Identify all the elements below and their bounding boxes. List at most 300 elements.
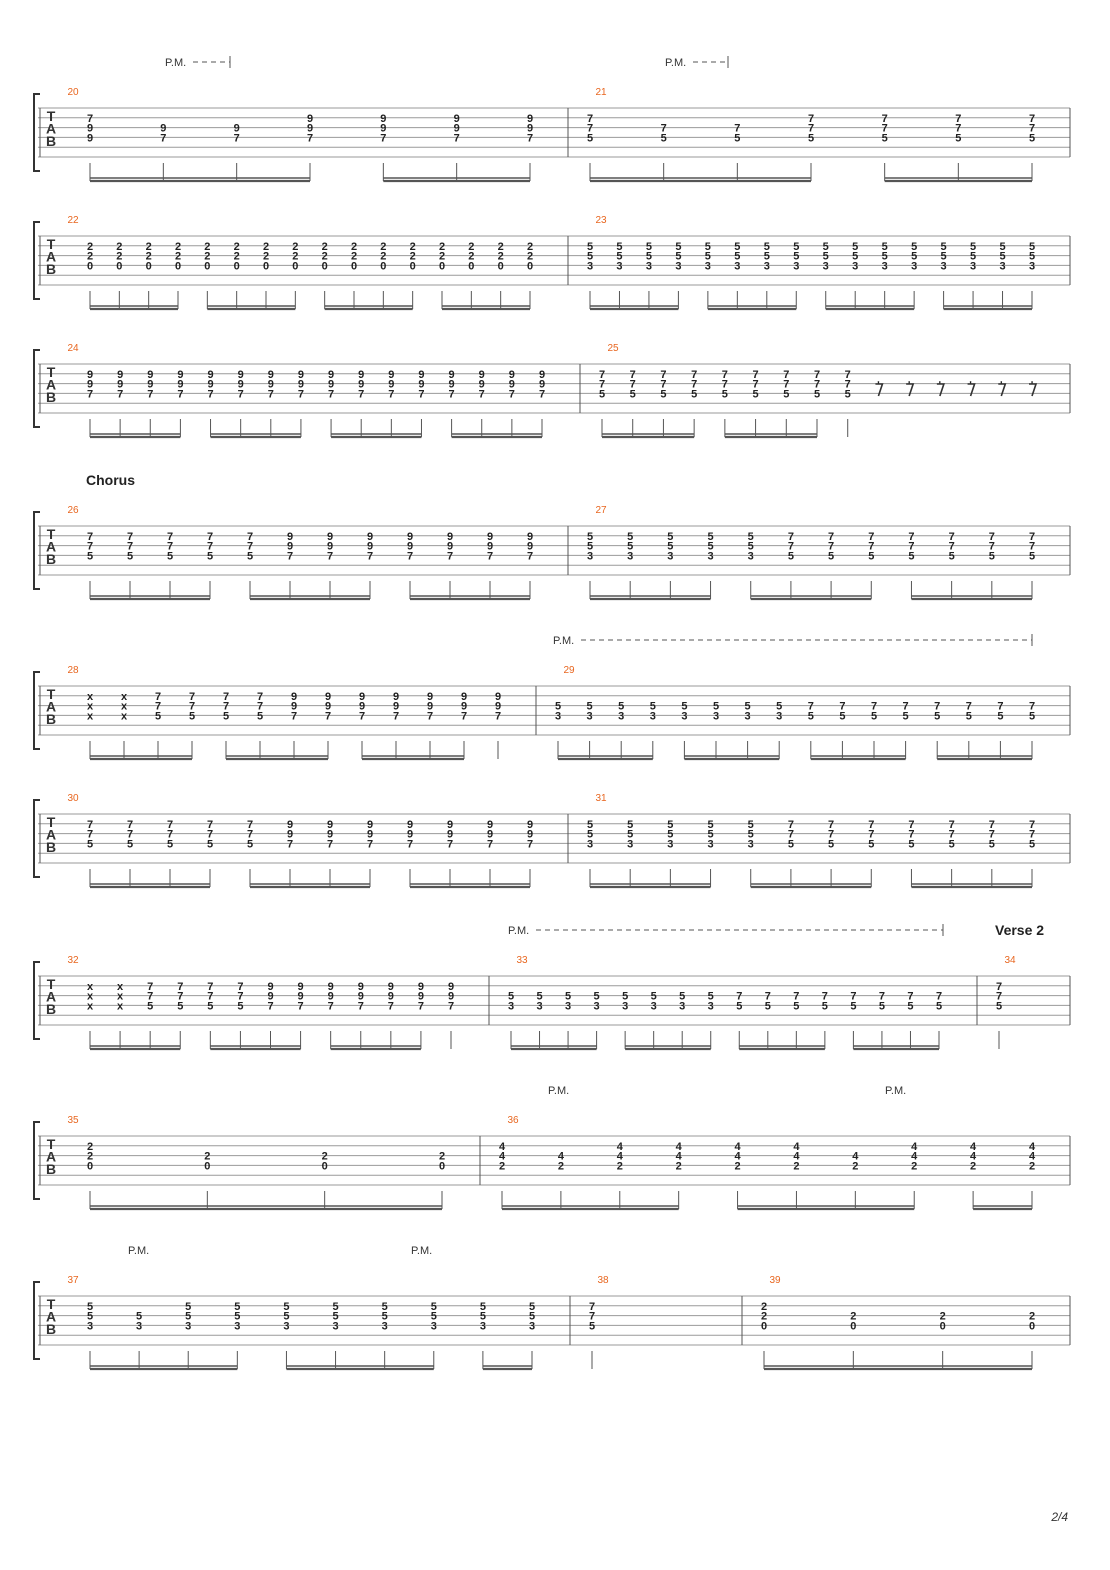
rest-mark: ʹ bbox=[907, 380, 911, 392]
clef-letter: B bbox=[45, 133, 57, 149]
fret-number: 5 bbox=[381, 1300, 388, 1313]
clef-letter: B bbox=[45, 711, 57, 727]
fret-number: 7 bbox=[358, 710, 366, 723]
fret-number: 5 bbox=[1028, 838, 1036, 851]
fret-number: 4 bbox=[970, 1140, 977, 1153]
fret-number: 5 bbox=[712, 700, 720, 713]
fret-number: 2 bbox=[734, 1160, 741, 1173]
fret-number: 3 bbox=[554, 710, 562, 723]
fret-number: 9 bbox=[286, 818, 294, 831]
fret-number: 5 bbox=[185, 1310, 192, 1323]
fret-number: 9 bbox=[327, 980, 334, 993]
bar-number: 30 bbox=[67, 793, 79, 804]
fret-number: 5 bbox=[283, 1300, 290, 1313]
fret-number: 9 bbox=[327, 990, 334, 1003]
fret-number: 9 bbox=[392, 700, 400, 713]
fret-number: 5 bbox=[627, 818, 634, 831]
fret-number: 5 bbox=[206, 550, 214, 563]
fret-number: 7 bbox=[357, 1000, 364, 1013]
bar-number: 25 bbox=[607, 343, 619, 354]
fret-number: 7 bbox=[1028, 828, 1036, 841]
fret-number: 2 bbox=[204, 1150, 211, 1163]
fret-number: 9 bbox=[453, 122, 460, 135]
fret-number: 3 bbox=[707, 550, 714, 563]
fret-number: 9 bbox=[117, 368, 124, 381]
system-brace bbox=[34, 1122, 40, 1199]
fret-number: 2 bbox=[675, 1160, 682, 1173]
fret-number: 3 bbox=[704, 260, 711, 273]
bar-number: 20 bbox=[67, 87, 79, 98]
fret-number: 7 bbox=[388, 388, 395, 401]
fret-number: 7 bbox=[86, 388, 94, 401]
fret-number: 9 bbox=[207, 368, 214, 381]
fret-number: 9 bbox=[328, 378, 335, 391]
fret-number: 7 bbox=[844, 368, 851, 381]
fret-number: 7 bbox=[948, 540, 955, 553]
fret-number: 3 bbox=[622, 1000, 629, 1013]
fret-number: x bbox=[86, 980, 94, 993]
fret-number: 3 bbox=[734, 260, 741, 273]
fret-number: 9 bbox=[366, 818, 374, 831]
fret-number: 0 bbox=[1028, 1320, 1036, 1333]
fret-number: 2 bbox=[1028, 1310, 1036, 1323]
fret-number: 9 bbox=[324, 690, 332, 703]
fret-number: 7 bbox=[828, 540, 835, 553]
fret-number: 5 bbox=[839, 710, 846, 723]
fret-number: 7 bbox=[828, 828, 835, 841]
fret-number: 4 bbox=[911, 1140, 918, 1153]
fret-number: 7 bbox=[868, 530, 875, 543]
fret-number: 4 bbox=[911, 1150, 918, 1163]
fret-number: 9 bbox=[297, 378, 304, 391]
fret-number: 5 bbox=[734, 250, 741, 263]
fret-number: 7 bbox=[147, 990, 154, 1003]
fret-number: 9 bbox=[267, 368, 274, 381]
fret-number: 2 bbox=[321, 1150, 328, 1163]
fret-number: 9 bbox=[326, 818, 334, 831]
palm-mute-label: P.M. bbox=[548, 1085, 570, 1097]
fret-number: 7 bbox=[366, 838, 374, 851]
rest-mark: ʹ bbox=[877, 380, 880, 392]
fret-number: 3 bbox=[667, 838, 674, 851]
fret-number: 9 bbox=[538, 378, 546, 391]
fret-number: 5 bbox=[627, 540, 634, 553]
fret-number: 9 bbox=[177, 378, 184, 391]
fret-number: 7 bbox=[246, 530, 254, 543]
fret-number: 7 bbox=[418, 388, 425, 401]
fret-number: x bbox=[117, 990, 124, 1003]
clef-letter: T bbox=[46, 686, 56, 702]
fret-number: 9 bbox=[417, 990, 424, 1003]
fret-number: 7 bbox=[86, 540, 94, 553]
fret-number: 2 bbox=[497, 240, 504, 253]
fret-number: 5 bbox=[948, 838, 955, 851]
section-label-chorus: Chorus bbox=[86, 472, 135, 488]
fret-number: 7 bbox=[783, 368, 790, 381]
fret-number: 5 bbox=[679, 990, 686, 1003]
fret-number: 2 bbox=[526, 250, 534, 263]
fret-number: 3 bbox=[712, 710, 720, 723]
fret-number: 5 bbox=[222, 710, 230, 723]
fret-number: 3 bbox=[911, 260, 918, 273]
fret-number: 2 bbox=[174, 250, 182, 263]
fret-number: 3 bbox=[528, 1320, 536, 1333]
fret-number: 7 bbox=[955, 122, 962, 135]
fret-number: 7 bbox=[222, 690, 230, 703]
bar-number: 36 bbox=[507, 1115, 519, 1126]
fret-number: 3 bbox=[675, 260, 682, 273]
fret-number: 5 bbox=[940, 240, 947, 253]
fret-number: 7 bbox=[907, 990, 914, 1003]
fret-number: 5 bbox=[828, 550, 835, 563]
clef-letter: A bbox=[45, 698, 57, 715]
fret-number: 7 bbox=[588, 1310, 596, 1323]
fret-number: 9 bbox=[447, 980, 455, 993]
fret-number: 2 bbox=[793, 1160, 800, 1173]
fret-number: 5 bbox=[852, 240, 859, 253]
bar-number: 38 bbox=[597, 1275, 609, 1286]
fret-number: 2 bbox=[380, 240, 387, 253]
fret-number: 5 bbox=[166, 838, 174, 851]
fret-number: 7 bbox=[188, 700, 196, 713]
fret-number: 5 bbox=[1028, 550, 1036, 563]
fret-number: 4 bbox=[734, 1150, 741, 1163]
fret-number: x bbox=[120, 700, 128, 713]
fret-number: 7 bbox=[660, 378, 667, 391]
fret-number: 7 bbox=[147, 980, 154, 993]
fret-number: 5 bbox=[667, 818, 674, 831]
fret-number: 5 bbox=[586, 540, 594, 553]
fret-number: 2 bbox=[262, 250, 270, 263]
fret-number: 3 bbox=[970, 260, 977, 273]
fret-number: 7 bbox=[86, 530, 94, 543]
fret-number: 7 bbox=[995, 980, 1003, 993]
fret-number: 3 bbox=[747, 550, 754, 563]
palm-mute-label: P.M. bbox=[165, 57, 187, 69]
fret-number: 3 bbox=[332, 1320, 339, 1333]
fret-number: 7 bbox=[326, 550, 334, 563]
clef-letter: T bbox=[46, 1136, 56, 1152]
fret-number: 7 bbox=[446, 550, 454, 563]
fret-number: 7 bbox=[783, 378, 790, 391]
fret-number: 9 bbox=[406, 530, 414, 543]
fret-number: 7 bbox=[526, 550, 534, 563]
fret-number: 7 bbox=[828, 818, 835, 831]
fret-number: 5 bbox=[763, 240, 770, 253]
fret-number: 2 bbox=[498, 1160, 506, 1173]
fret-number: 2 bbox=[526, 240, 534, 253]
fret-number: 5 bbox=[188, 710, 196, 723]
fret-number: 3 bbox=[586, 550, 594, 563]
fret-number: 7 bbox=[908, 818, 915, 831]
fret-number: 5 bbox=[86, 550, 94, 563]
fret-number: 7 bbox=[752, 378, 759, 391]
fret-number: 7 bbox=[721, 368, 728, 381]
bar-number: 26 bbox=[67, 505, 79, 516]
fret-number: 7 bbox=[868, 540, 875, 553]
rest-mark: ʹ bbox=[938, 380, 942, 392]
fret-number: 9 bbox=[387, 980, 394, 993]
fret-number: 5 bbox=[747, 530, 754, 543]
fret-number: 2 bbox=[911, 1160, 918, 1173]
fret-number: 7 bbox=[448, 388, 455, 401]
fret-number: 0 bbox=[204, 1160, 211, 1173]
fret-number: 3 bbox=[881, 260, 888, 273]
fret-number: 5 bbox=[1028, 132, 1036, 145]
fret-number: 7 bbox=[177, 990, 184, 1003]
fret-number: 3 bbox=[1028, 260, 1036, 273]
fret-number: 9 bbox=[117, 378, 124, 391]
clef-letter: A bbox=[45, 120, 57, 137]
fret-number: 7 bbox=[948, 530, 955, 543]
fret-number: 7 bbox=[868, 818, 875, 831]
fret-number: 2 bbox=[409, 250, 416, 263]
fret-number: 5 bbox=[691, 388, 698, 401]
fret-number: 9 bbox=[508, 368, 515, 381]
fret-number: 9 bbox=[426, 690, 434, 703]
fret-number: 7 bbox=[207, 980, 214, 993]
section-label-verse-2: Verse 2 bbox=[995, 922, 1045, 938]
fret-number: 7 bbox=[813, 368, 821, 381]
fret-number: 7 bbox=[366, 550, 374, 563]
fret-number: 7 bbox=[160, 132, 167, 145]
clef-letter: B bbox=[45, 1001, 57, 1017]
fret-number: 7 bbox=[1028, 530, 1036, 543]
fret-number: 9 bbox=[326, 540, 334, 553]
fret-number: 2 bbox=[233, 250, 240, 263]
fret-number: 2 bbox=[86, 1150, 94, 1163]
fret-number: 7 bbox=[807, 112, 815, 125]
fret-number: 5 bbox=[868, 550, 875, 563]
fret-number: 7 bbox=[453, 132, 460, 145]
fret-number: 5 bbox=[667, 530, 674, 543]
fret-number: 3 bbox=[744, 710, 751, 723]
fret-number: 7 bbox=[206, 828, 214, 841]
fret-number: 5 bbox=[783, 388, 790, 401]
fret-number: 7 bbox=[126, 540, 134, 553]
fret-number: 7 bbox=[154, 700, 162, 713]
fret-number: 9 bbox=[86, 368, 94, 381]
fret-number: 5 bbox=[822, 250, 829, 263]
fret-number: 9 bbox=[207, 378, 214, 391]
fret-number: 9 bbox=[366, 828, 374, 841]
fret-number: 4 bbox=[675, 1140, 682, 1153]
fret-number: 7 bbox=[736, 990, 743, 1003]
bar-number: 22 bbox=[67, 215, 79, 226]
fret-number: 5 bbox=[332, 1300, 339, 1313]
fret-number: 5 bbox=[988, 838, 995, 851]
palm-mute-label: P.M. bbox=[411, 1245, 433, 1257]
clef-letter: A bbox=[45, 376, 57, 393]
fret-number: 2 bbox=[438, 1150, 446, 1163]
fret-number: 4 bbox=[675, 1150, 682, 1163]
fret-number: 7 bbox=[850, 990, 857, 1003]
fret-number: 4 bbox=[734, 1140, 741, 1153]
fret-number: 5 bbox=[908, 838, 915, 851]
fret-number: 5 bbox=[881, 240, 888, 253]
fret-number: 7 bbox=[955, 112, 962, 125]
fret-number: 9 bbox=[446, 540, 454, 553]
fret-number: 0 bbox=[321, 260, 328, 273]
fret-number: 9 bbox=[494, 690, 502, 703]
bar-number: 39 bbox=[769, 1275, 781, 1286]
fret-number: 5 bbox=[707, 990, 714, 1003]
fret-number: 7 bbox=[380, 132, 387, 145]
fret-number: 4 bbox=[852, 1150, 859, 1163]
fret-number: 2 bbox=[438, 250, 446, 263]
fret-number: 7 bbox=[478, 388, 485, 401]
system-brace bbox=[34, 350, 40, 427]
fret-number: 9 bbox=[366, 530, 374, 543]
fret-number: 3 bbox=[593, 1000, 600, 1013]
rest-mark: ʹ bbox=[969, 380, 972, 392]
fret-number: 0 bbox=[438, 1160, 446, 1173]
fret-number: 9 bbox=[388, 378, 395, 391]
fret-number: 2 bbox=[468, 240, 475, 253]
fret-number: 7 bbox=[948, 818, 955, 831]
fret-number: 9 bbox=[392, 690, 400, 703]
palm-mute-label: P.M. bbox=[508, 925, 530, 937]
fret-number: 5 bbox=[507, 990, 515, 1003]
fret-number: 7 bbox=[177, 980, 184, 993]
fret-number: 0 bbox=[321, 1160, 328, 1173]
clef-letter: T bbox=[46, 526, 56, 542]
system-brace bbox=[34, 1282, 40, 1359]
fret-number: 7 bbox=[256, 690, 264, 703]
fret-number: 7 bbox=[326, 838, 334, 851]
fret-number: 7 bbox=[126, 530, 134, 543]
fret-number: 5 bbox=[586, 828, 594, 841]
fret-number: 5 bbox=[747, 818, 754, 831]
fret-number: 5 bbox=[988, 550, 995, 563]
fret-number: 3 bbox=[185, 1320, 192, 1333]
fret-number: 7 bbox=[598, 368, 606, 381]
fret-number: 5 bbox=[565, 990, 572, 1003]
fret-number: 5 bbox=[787, 838, 794, 851]
fret-number: 5 bbox=[1028, 250, 1036, 263]
fret-number: 5 bbox=[970, 250, 977, 263]
fret-number: 5 bbox=[667, 540, 674, 553]
fret-number: 5 bbox=[793, 240, 800, 253]
fret-number: 9 bbox=[478, 368, 485, 381]
fret-number: 7 bbox=[821, 990, 828, 1003]
fret-number: 7 bbox=[306, 132, 314, 145]
bar-number: 33 bbox=[516, 955, 528, 966]
fret-number: 5 bbox=[907, 1000, 914, 1013]
fret-number: 7 bbox=[117, 388, 124, 401]
fret-number: 7 bbox=[358, 388, 365, 401]
fret-number: 4 bbox=[498, 1140, 506, 1153]
fret-number: 7 bbox=[752, 368, 759, 381]
fret-number: 5 bbox=[747, 828, 754, 841]
fret-number: 5 bbox=[618, 700, 625, 713]
fret-number: 2 bbox=[497, 250, 504, 263]
fret-number: 2 bbox=[145, 240, 152, 253]
fret-number: 4 bbox=[498, 1150, 506, 1163]
fret-number: 5 bbox=[995, 1000, 1003, 1013]
fret-number: 5 bbox=[536, 990, 543, 1003]
fret-number: 7 bbox=[526, 838, 534, 851]
fret-number: 3 bbox=[822, 260, 829, 273]
fret-number: 7 bbox=[207, 990, 214, 1003]
fret-number: 9 bbox=[267, 980, 274, 993]
fret-number: 9 bbox=[358, 368, 365, 381]
fret-number: 0 bbox=[497, 260, 504, 273]
fret-number: 7 bbox=[691, 368, 698, 381]
palm-mute-label: P.M. bbox=[553, 635, 575, 647]
fret-number: 9 bbox=[526, 530, 534, 543]
fret-number: 5 bbox=[911, 240, 918, 253]
fret-number: 5 bbox=[868, 838, 875, 851]
fret-number: 3 bbox=[940, 260, 947, 273]
fret-number: 7 bbox=[1028, 122, 1036, 135]
fret-number: 5 bbox=[911, 250, 918, 263]
fret-number: 7 bbox=[237, 980, 244, 993]
fret-number: 0 bbox=[760, 1320, 768, 1333]
fret-number: 5 bbox=[206, 838, 214, 851]
fret-number: 2 bbox=[321, 240, 328, 253]
fret-number: 9 bbox=[286, 530, 294, 543]
fret-number: 7 bbox=[807, 122, 815, 135]
fret-number: 2 bbox=[380, 250, 387, 263]
fret-number: 5 bbox=[430, 1300, 437, 1313]
palm-mute-label: P.M. bbox=[665, 57, 687, 69]
fret-number: 9 bbox=[453, 112, 460, 125]
fret-number: 5 bbox=[940, 250, 947, 263]
fret-number: 7 bbox=[660, 368, 667, 381]
fret-number: 3 bbox=[999, 260, 1006, 273]
fret-number: 3 bbox=[645, 260, 652, 273]
fret-number: 3 bbox=[136, 1320, 143, 1333]
fret-number: 5 bbox=[660, 132, 667, 145]
fret-number: 7 bbox=[246, 540, 254, 553]
clef-letter: T bbox=[46, 1296, 56, 1312]
fret-number: 5 bbox=[136, 1310, 143, 1323]
fret-number: 7 bbox=[965, 700, 972, 713]
fret-number: 3 bbox=[586, 710, 593, 723]
fret-number: 5 bbox=[126, 550, 134, 563]
fret-number: 0 bbox=[468, 260, 475, 273]
fret-number: 4 bbox=[616, 1150, 623, 1163]
fret-number: 7 bbox=[787, 828, 794, 841]
fret-number: 0 bbox=[292, 260, 299, 273]
fret-number: 2 bbox=[616, 1160, 623, 1173]
fret-number: 7 bbox=[206, 540, 214, 553]
fret-number: 2 bbox=[174, 240, 182, 253]
fret-number: 5 bbox=[166, 550, 174, 563]
fret-number: 7 bbox=[787, 540, 794, 553]
fret-number: 5 bbox=[586, 250, 594, 263]
fret-number: 5 bbox=[256, 710, 264, 723]
fret-number: 9 bbox=[290, 700, 298, 713]
fret-number: 5 bbox=[935, 1000, 943, 1013]
fret-number: x bbox=[86, 990, 94, 1003]
fret-number: x bbox=[86, 1000, 94, 1013]
fret-number: 9 bbox=[297, 980, 304, 993]
fret-number: 3 bbox=[793, 260, 800, 273]
fret-number: 9 bbox=[177, 368, 184, 381]
fret-number: 9 bbox=[446, 828, 454, 841]
fret-number: 7 bbox=[908, 540, 915, 553]
clef-letter: B bbox=[45, 389, 57, 405]
fret-number: 9 bbox=[326, 828, 334, 841]
fret-number: 9 bbox=[538, 368, 546, 381]
fret-number: 5 bbox=[734, 240, 741, 253]
fret-number: 7 bbox=[660, 122, 667, 135]
fret-number: 7 bbox=[598, 378, 606, 391]
fret-number: 9 bbox=[328, 368, 335, 381]
fret-number: 3 bbox=[627, 838, 634, 851]
